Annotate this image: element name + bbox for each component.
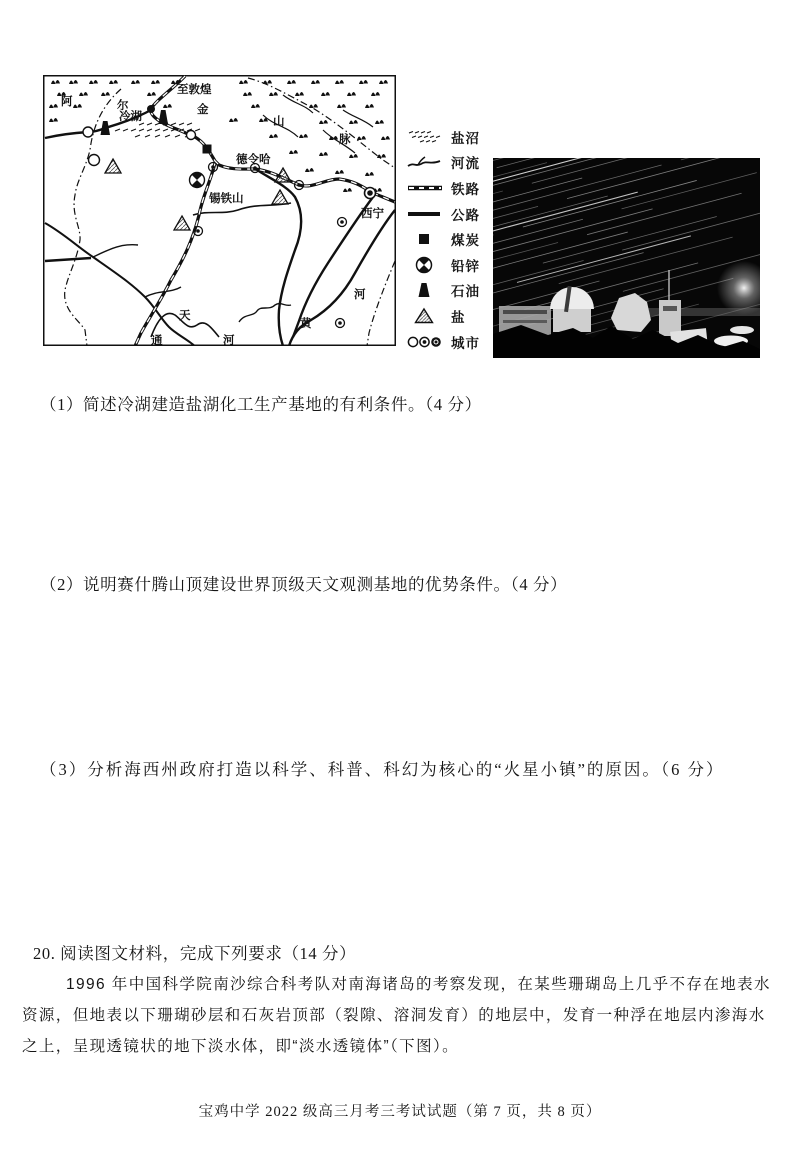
label-xitieshan: 锡铁山 (209, 193, 244, 205)
oil-icon (406, 281, 444, 299)
legend-item-highway (406, 201, 480, 227)
legend-label: 石油 (451, 284, 480, 300)
star-trail-night-sky-over-observatory-photo (493, 158, 760, 358)
label-tong: 通 (151, 335, 163, 346)
legend-item-river (406, 150, 480, 176)
label-altun-mai: 脉 (339, 134, 351, 146)
coal-icon (406, 230, 444, 248)
lead-zinc-symbol (190, 173, 205, 188)
legend-item-coal (406, 226, 480, 252)
map-border (44, 76, 396, 346)
label-he-tongtian: 河 (223, 335, 235, 346)
question-20-heading: 20. 阅读图文材料，完成下列要求（14 分） (33, 943, 357, 963)
legend-item-oil (406, 278, 480, 304)
map-legend (406, 124, 480, 354)
legend-label: 公路 (451, 207, 480, 223)
label-delingha: 德令哈 (236, 154, 271, 166)
question-3: （3）分析海西州政府打造以科学、科普、科幻为核心的“火星小镇”的原因。（6 分） (40, 759, 725, 779)
label-huang: 黄 (300, 318, 312, 330)
legend-item-railway (406, 175, 480, 201)
label-xining: 西宁 (361, 208, 384, 220)
city-icon (406, 333, 444, 351)
legend-label: 城市 (451, 335, 480, 351)
legend-label: 铅锌 (451, 258, 480, 274)
legend-label: 盐 (451, 309, 466, 325)
legend-item-city (406, 329, 480, 355)
label-to-dunhuang: 至敦煌 (177, 84, 212, 96)
legend-item-salt-marsh (406, 124, 480, 150)
legend-label: 煤炭 (451, 233, 480, 249)
label-altun-jin: 金 (197, 104, 209, 116)
river-icon (406, 153, 444, 171)
salt-icon (406, 307, 444, 325)
label-altun-a: 阿 (61, 96, 73, 108)
label-tian: 天 (179, 310, 191, 322)
coal-symbol (203, 145, 212, 154)
label-altun-er: 尔 (117, 100, 129, 112)
lead-zinc-icon (406, 256, 444, 274)
legend-item-salt (406, 303, 480, 329)
label-altun-shan: 山 (273, 116, 285, 128)
page-footer: 宝鸡中学 2022 级高三月考三考试试题（第 7 页，共 8 页） (198, 1104, 602, 1120)
legend-label: 铁路 (451, 181, 480, 197)
legend-item-lead-zinc (406, 252, 480, 278)
salt-marsh-icon (406, 128, 444, 146)
legend-label: 盐沼 (451, 130, 480, 146)
railway-icon (406, 179, 444, 197)
question-2: （2）说明赛什腾山顶建设世界顶级天文观测基地的优势条件。（4 分） (40, 574, 568, 594)
label-he-huanghe: 河 (354, 289, 366, 301)
highway-icon (406, 205, 444, 223)
question-1: （1）简述冷湖建造盐湖化工生产基地的有利条件。（4 分） (40, 394, 482, 414)
legend-label: 河流 (451, 156, 480, 172)
qaidam-basin-sketch-map (43, 75, 396, 346)
map-labels (61, 82, 384, 346)
question-20-material-paragraph: 1996 年中国科学院南沙综合科考队对南海诸岛的考察发现，在某些珊瑚岛上几乎不存在地表水资源，但地表以下珊瑚砂层和石灰岩顶部（裂隙、溶洞发育）的地层中，发育一种浮在地层内渗海水之上，呈现透镜状的地下淡水体，即“淡水透镜体”（下图）。 (22, 975, 771, 1055)
label-lenghu: 冷湖 (119, 111, 142, 123)
